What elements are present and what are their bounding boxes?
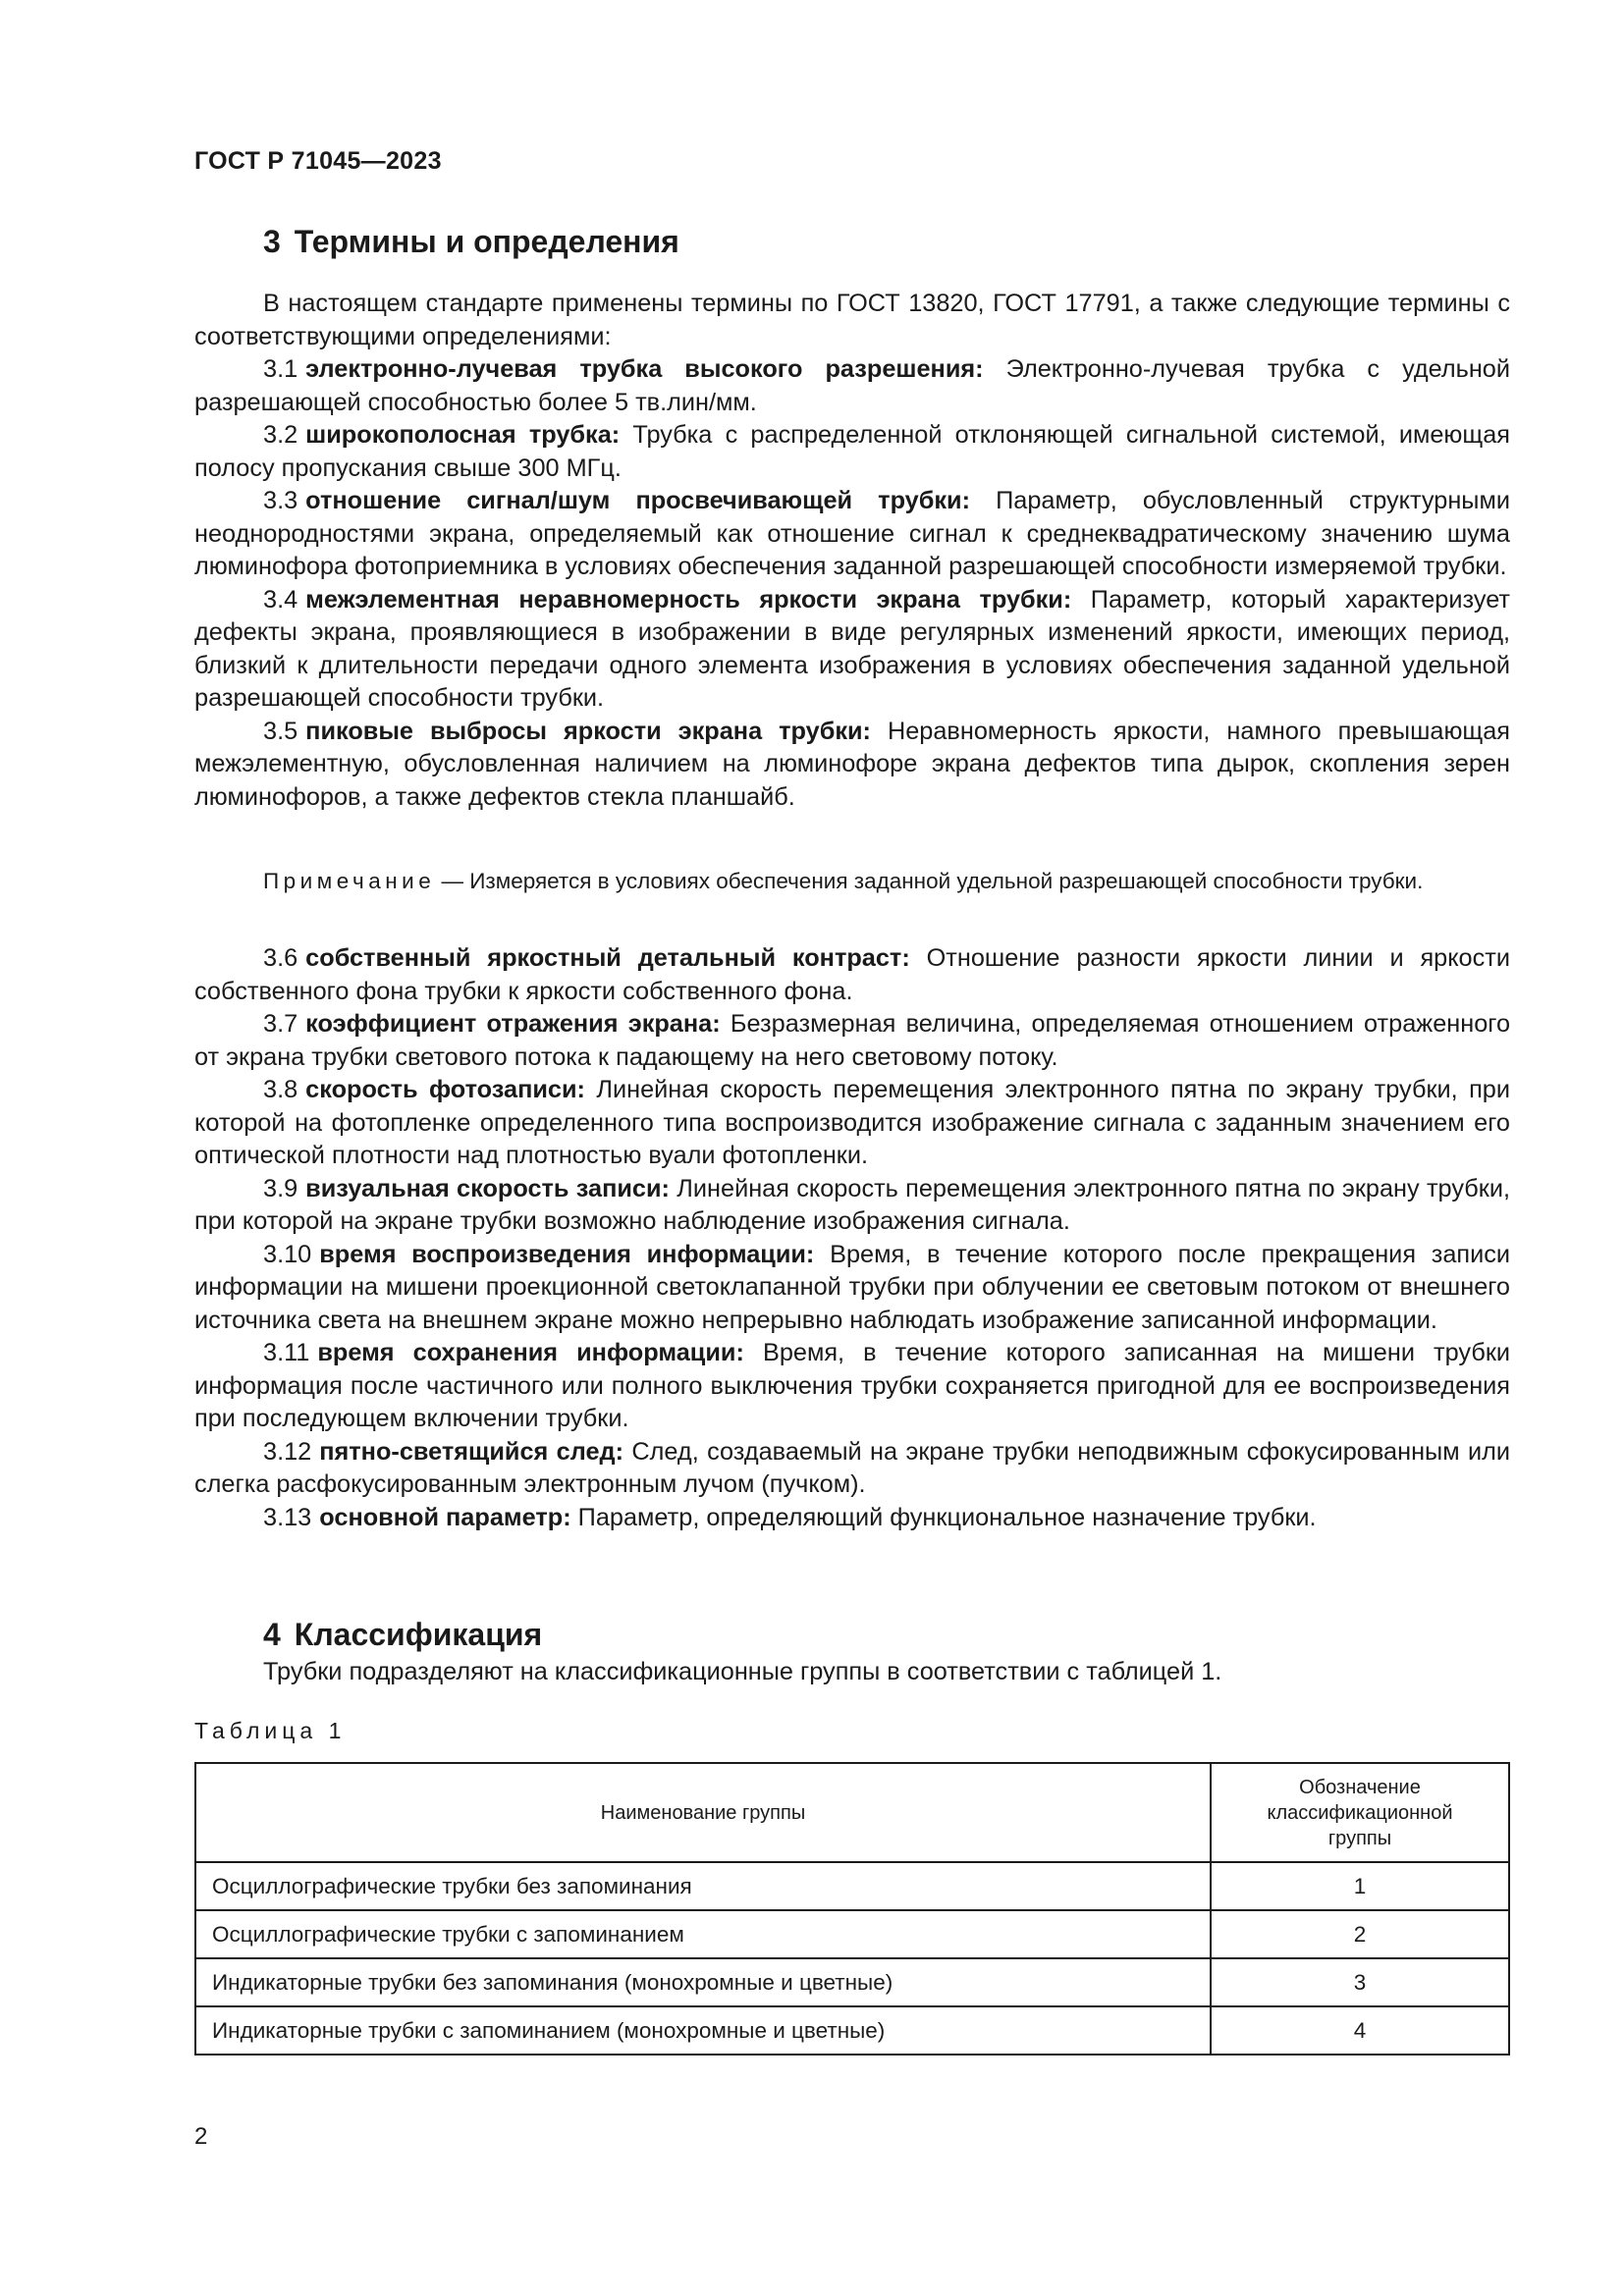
term-3-7: 3.7 коэффициент отражения экрана: Безразмерная величина, определяемая отношением отраженного от экрана трубки светового потока к падающему на него световому потоку. (194, 1010, 1511, 1071)
header-group-code: Обозначение классификационной группы (1211, 1763, 1509, 1862)
classification-table (194, 1762, 1510, 2056)
term-3-1: 3.1 электронно-лучевая трубка высокого разрешения: Электронно-лучевая трубка с удельной разрешающей способностью более 5 тв.лин/мм. (194, 355, 1511, 416)
table-row (195, 2006, 1509, 2055)
section-3-title: Термины и определения (294, 224, 679, 259)
table-caption: Таблица 1 (194, 1718, 347, 1743)
page-number: 2 (194, 2123, 208, 2150)
term-3-5: 3.5 пиковые выбросы яркости экрана трубки: Неравномерность яркости, намного превышающая межэлементную, обусловленная наличием на люминофоре экрана дефектов типа дырок, скопления зерен люминофоров, а также дефектов стекла планшайб. (194, 717, 1510, 811)
table-row (195, 1958, 1509, 2006)
section-4-title: Классификация (294, 1617, 543, 1652)
group-name-cell: Индикаторные трубки с запоминанием (монохромные и цветные) (195, 2006, 1211, 2055)
term-3-8: 3.8 скорость фотозаписи: Линейная скорость перемещения электронного пятна по экрану трубки, при которой на фотопленке определенного типа воспроизводится изображение сигнала с заданным значением его оптической плотности над плотностью вуали фотопленки. (194, 1076, 1510, 1169)
group-code-cell: 2 (1211, 1910, 1509, 1958)
group-name-cell: Индикаторные трубки без запоминания (монохромные и цветные) (195, 1958, 1211, 2006)
section-4-number: 4 (263, 1617, 281, 1652)
group-code-cell: 1 (1211, 1862, 1509, 1910)
note-label: Примечание (263, 869, 436, 893)
table-row (195, 1862, 1509, 1910)
term-3-4: 3.4 межэлементная неравномерность яркости экрана трубки: Параметр, который характеризует дефекты экрана, проявляющиеся в изображении в виде регулярных изменений яркости, имеющих период, близкий к длительности передачи одного элемента изображения в условиях обеспечения заданной удельной разрешающей способности трубки. (194, 585, 1511, 712)
term-3-9: 3.9 визуальная скорость записи: Линейная скорость перемещения электронного пятна по экрану трубки, при которой на экране трубки возможно наблюдение изображения сигнала. (194, 1174, 1510, 1235)
term-3-2: 3.2 широкополосная трубка: Трубка с распределенной отклоняющей сигнальной системой, имеющая полосу пропускания свыше 300 МГц. (194, 421, 1510, 482)
section-3-body-part-1 (194, 288, 1510, 814)
group-name-cell: Осциллографические трубки с запоминанием (195, 1910, 1211, 1958)
note-text: — Измеряется в условиях обеспечения заданной удельной разрешающей способности трубки. (441, 869, 1424, 893)
group-name-cell: Осциллографические трубки без запоминания (195, 1862, 1211, 1910)
term-3-11: 3.11 время сохранения информации: Время, в течение которого записанная на мишени трубки информация после частичного или полного выключения трубки сохраняется пригодной для ее воспроизведения при последующем включении трубки. (194, 1339, 1511, 1432)
section-3-intro: В настоящем стандарте применены термины по ГОСТ 13820, ГОСТ 17791, а также следующие термины с соответствующими определениями: (194, 290, 1510, 350)
term-3-12: 3.12 пятно-светящийся след: След, создаваемый на экране трубки неподвижным сфокусированным или слегка расфокусированным электронным лучом (пучком). (194, 1437, 1511, 1498)
section-3-number: 3 (263, 224, 281, 259)
term-3-13: 3.13 основной параметр: Параметр, определяющий функциональное назначение трубки. (263, 1503, 1317, 1531)
group-code-cell: 3 (1211, 1958, 1509, 2006)
term-3-3: 3.3 отношение сигнал/шум просвечивающей трубки: Параметр, обусловленный структурными неоднородностями экрана, определяемый как отношение сигнал к среднеквадратическому значению шума люминофора фотоприемника в условиях обеспечения заданной разрешающей способности измеряемой трубки. (194, 487, 1510, 580)
table-row (195, 1910, 1509, 1958)
table-header-row (195, 1763, 1509, 1862)
group-code-cell: 4 (1211, 2006, 1509, 2055)
section-3-heading (263, 224, 679, 260)
section-4-heading (263, 1617, 542, 1653)
section-4-intro: Трубки подразделяют на классификационные группы в соответствии с таблицей 1. (263, 1658, 1222, 1685)
term-3-6: 3.6 собственный яркостный детальный контраст: Отношение разности яркости линии и яркости собственного фона трубки к яркости собственного фона. (194, 944, 1510, 1005)
section-3-body-part-2 (194, 942, 1510, 1534)
term-3-10: 3.10 время воспроизведения информации: Время, в течение которого после прекращения записи информации на мишени проекционной светоклапанной трубки при облучении ее световым потоком от внешнего источника света на внешнем экране можно непрерывно наблюдать изображение записанной информации. (194, 1240, 1511, 1334)
note-3-5 (194, 867, 1510, 896)
document-header: ГОСТ Р 71045—2023 (194, 147, 442, 175)
header-group-name: Наименование группы (195, 1763, 1211, 1862)
